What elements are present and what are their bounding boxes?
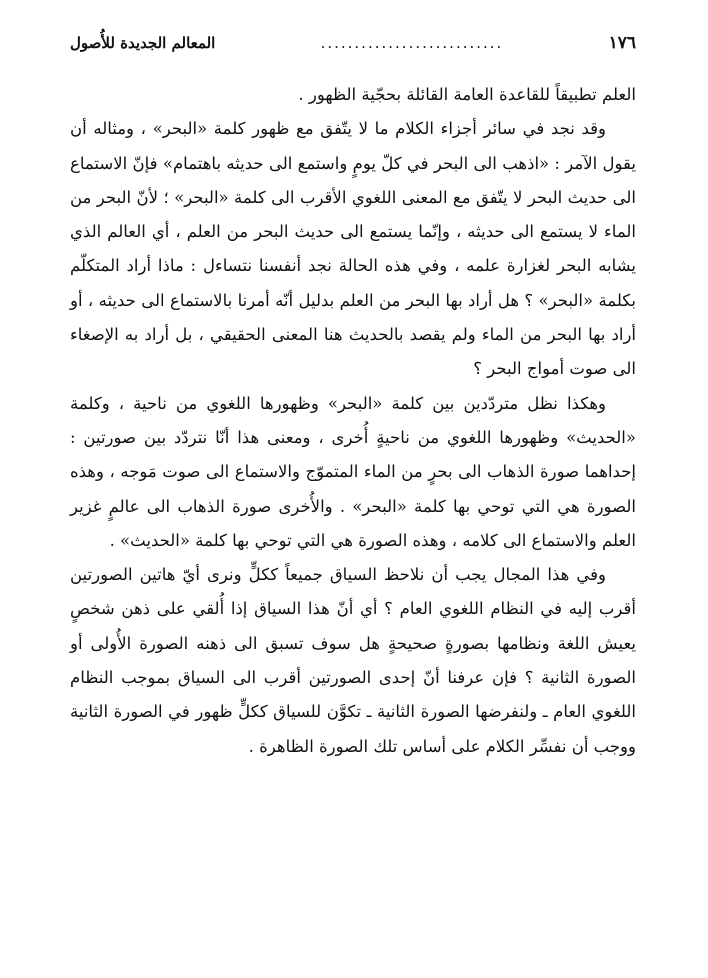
paragraph: وفي هذا المجال يجب أن نلاحظ السياق جميعاً ككلٍّ ونرى أيّ هاتين الصورتين أقرب إليه في النظام اللغوي العام ؟ أي أنّ هذا السياق إذا أُلقي على ذهن شخصٍ يعيش اللغة ونظامها بصورةٍ صحيحةٍ هل سوف تسبق الى ذهنه الصورة الأُولى أو الصورة الثانية ؟ فإن عرفنا أنّ إحدى الصورتين أقرب الى السياق بموجب النظام اللغوي العام ـ ولنفرضها الصورة الثانية ـ تكوَّن للسياق ككلٍّ ظهور في الصورة الثانية ووجب أن نفسِّر الكلام على أساس تلك الصورة الظاهرة . xyxy=(70,565,636,756)
running-title: المعالم الجديدة للأُصول xyxy=(70,34,216,52)
page-body xyxy=(70,78,636,764)
paragraph: وهكذا نظل متردّدين بين كلمة «البحر» وظهورها اللغوي من ناحية ، وكلمة «الحديث» وظهورها اللغوي من ناحيةٍ أُخرى ، ومعنى هذا أنّا نتردّد بين صورتين : إحداهما صورة الذهاب الى بحرٍ من الماء المتموّج والاستماع الى صوت مَوجه ، وهذه الصورة هي التي توحي بها كلمة «البحر» . والأُخرى صورة الذهاب الى عالمٍ غزير العلم والاستماع الى كلامه ، وهذه الصورة هي التي توحي بها كلمة «الحديث» . xyxy=(70,393,636,550)
paragraph: وقد نجد في سائر أجزاء الكلام ما لا يتّفق مع ظهور كلمة «البحر» ، ومثاله أن يقول الآمر : «اذهب الى البحر في كلّ يومٍ واستمع الى حديثه باهتمام» فإنّ الاستماع الى حديث البحر لا يتّفق مع المعنى اللغوي الأقرب الى كلمة «البحر» ؛ لأنّ البحر من الماء لا يستمع الى حديثه ، وإنّما يستمع الى حديث البحر من العلم ، أي العالم الذي يشابه البحر لغزارة علمه ، وفي هذه الحالة نجد أنفسنا نتساءل : ماذا أراد المتكلّم بكلمة «البحر» ؟ هل أراد بها البحر من العلم بدليل أنّه أمرنا بالاستماع الى حديثه ، أو أراد بها البحر من الماء ولم يقصد بالحديث هنا المعنى الحقيقي ، بل أراد به الإصغاء الى صوت أمواج البحر ؟ xyxy=(70,119,636,379)
header-dot-leader: ........................... xyxy=(320,34,504,52)
paragraph-continuation: العلم تطبيقاً للقاعدة العامة القائلة بحجّية الظهور . xyxy=(298,85,636,104)
page-number: ١٧٦ xyxy=(608,33,636,53)
page-header xyxy=(70,28,636,58)
